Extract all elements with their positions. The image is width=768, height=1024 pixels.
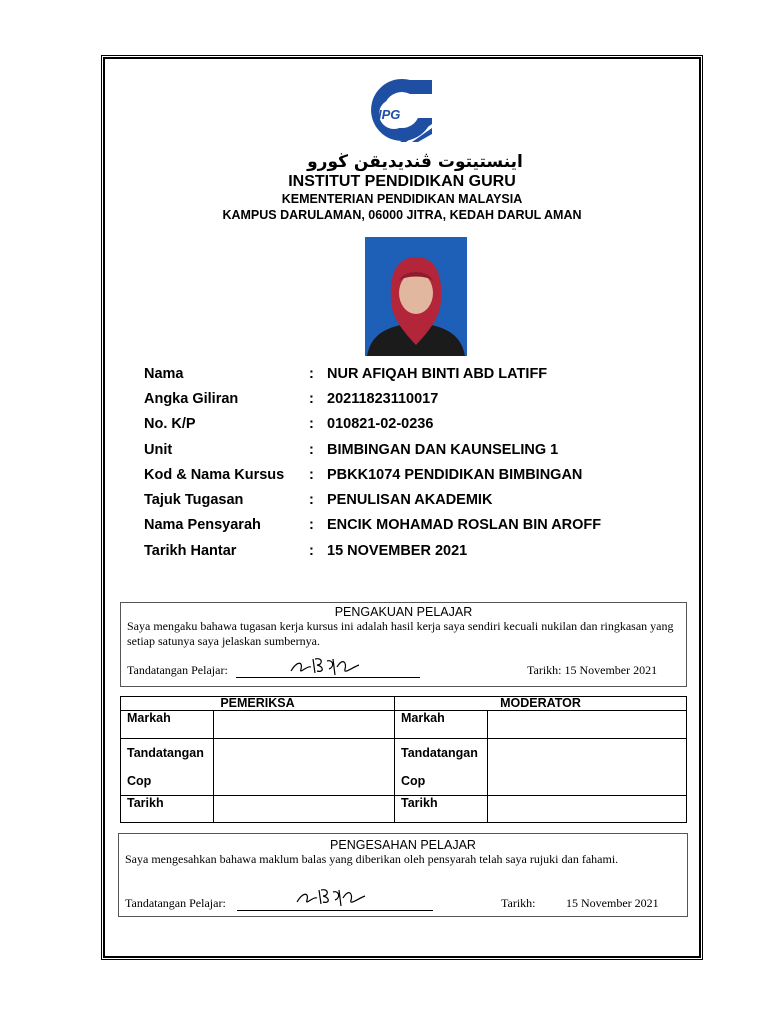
evaluation-table	[120, 696, 687, 823]
ministry-name: KEMENTERIAN PENDIDIKAN MALAYSIA	[281, 192, 523, 206]
pengesahan-date-label: Tarikh:	[501, 896, 536, 910]
course-name: PBKK1074 PENDIDIKAN BIMBINGAN	[327, 467, 583, 483]
pengakuan-title: PENGAKUAN PELAJAR	[334, 605, 473, 619]
unit-name: BIMBINGAN DAN KAUNSELING 1	[327, 442, 559, 458]
pengesahan-sign-line	[237, 910, 433, 911]
pemeriksa-tarikh-label: Tarikh	[121, 796, 214, 823]
jawi-institute-name	[290, 148, 540, 174]
pemeriksa-tarikh-cell	[214, 796, 395, 823]
pengakuan-text: Saya mengaku bahawa tugasan kerja kursus ini adalah hasil kerja saya sendiri kecuali nukilan dan ringkasan yang setiap satunya saya jelaskan sumbernya.	[127, 619, 674, 648]
student-number: 20211823110017	[327, 391, 439, 407]
moderator-header: MODERATOR	[395, 697, 687, 711]
student-name: NUR AFIQAH BINTI ABD LATIFF	[327, 366, 548, 382]
assignment-title: PENULISAN AKADEMIK	[327, 492, 493, 508]
pengesahan-text: Saya mengesahkan bahawa maklum balas yang diberikan oleh pensyarah telah saya rujuki dan fahami.	[125, 852, 619, 866]
svg-text:اينستيتوت ڤنديديقن ڬورو: اينستيتوت ڤنديديقن ڬورو	[307, 152, 523, 172]
moderator-tarikh-cell	[488, 796, 687, 823]
pengakuan-box	[120, 602, 687, 687]
logo-text: IPG	[378, 107, 401, 122]
pemeriksa-header: PEMERIKSA	[121, 697, 395, 711]
pemeriksa-tandatangan-cell	[214, 739, 395, 796]
pengakuan-sign-label: Tandatangan Pelajar:	[127, 663, 228, 677]
moderator-tarikh-label: Tarikh	[395, 796, 488, 823]
signature-icon	[289, 653, 361, 679]
pemeriksa-markah-cell	[214, 711, 395, 739]
moderator-tandatangan-cell	[488, 739, 687, 796]
ipg-logo-icon	[370, 78, 436, 144]
signature-icon	[295, 884, 367, 910]
campus-address: KAMPUS DARULAMAN, 06000 JITRA, KEDAH DARUL AMAN	[222, 208, 582, 222]
ic-number: 010821-02-0236	[327, 416, 434, 432]
institute-title: INSTITUT PENDIDIKAN GURU	[288, 173, 516, 190]
pemeriksa-tandatangan-cop-label: Tandatangan Cop	[121, 739, 214, 796]
moderator-markah-label: Markah	[395, 711, 488, 739]
student-photo	[365, 237, 467, 356]
submission-date: 15 NOVEMBER 2021	[327, 543, 468, 559]
lecturer-name: ENCIK MOHAMAD ROSLAN BIN AROFF	[327, 517, 602, 533]
pengesahan-sign-label: Tandatangan Pelajar:	[125, 896, 226, 910]
pengesahan-title: PENGESAHAN PELAJAR	[330, 838, 476, 852]
moderator-tandatangan-cop-label: Tandatangan Cop	[395, 739, 488, 796]
pengesahan-date-value: 15 November 2021	[566, 896, 659, 910]
pemeriksa-markah-label: Markah	[121, 711, 214, 739]
moderator-markah-cell	[488, 711, 687, 739]
pengesahan-box	[118, 833, 688, 917]
pengakuan-date: Tarikh: 15 November 2021	[527, 663, 658, 677]
